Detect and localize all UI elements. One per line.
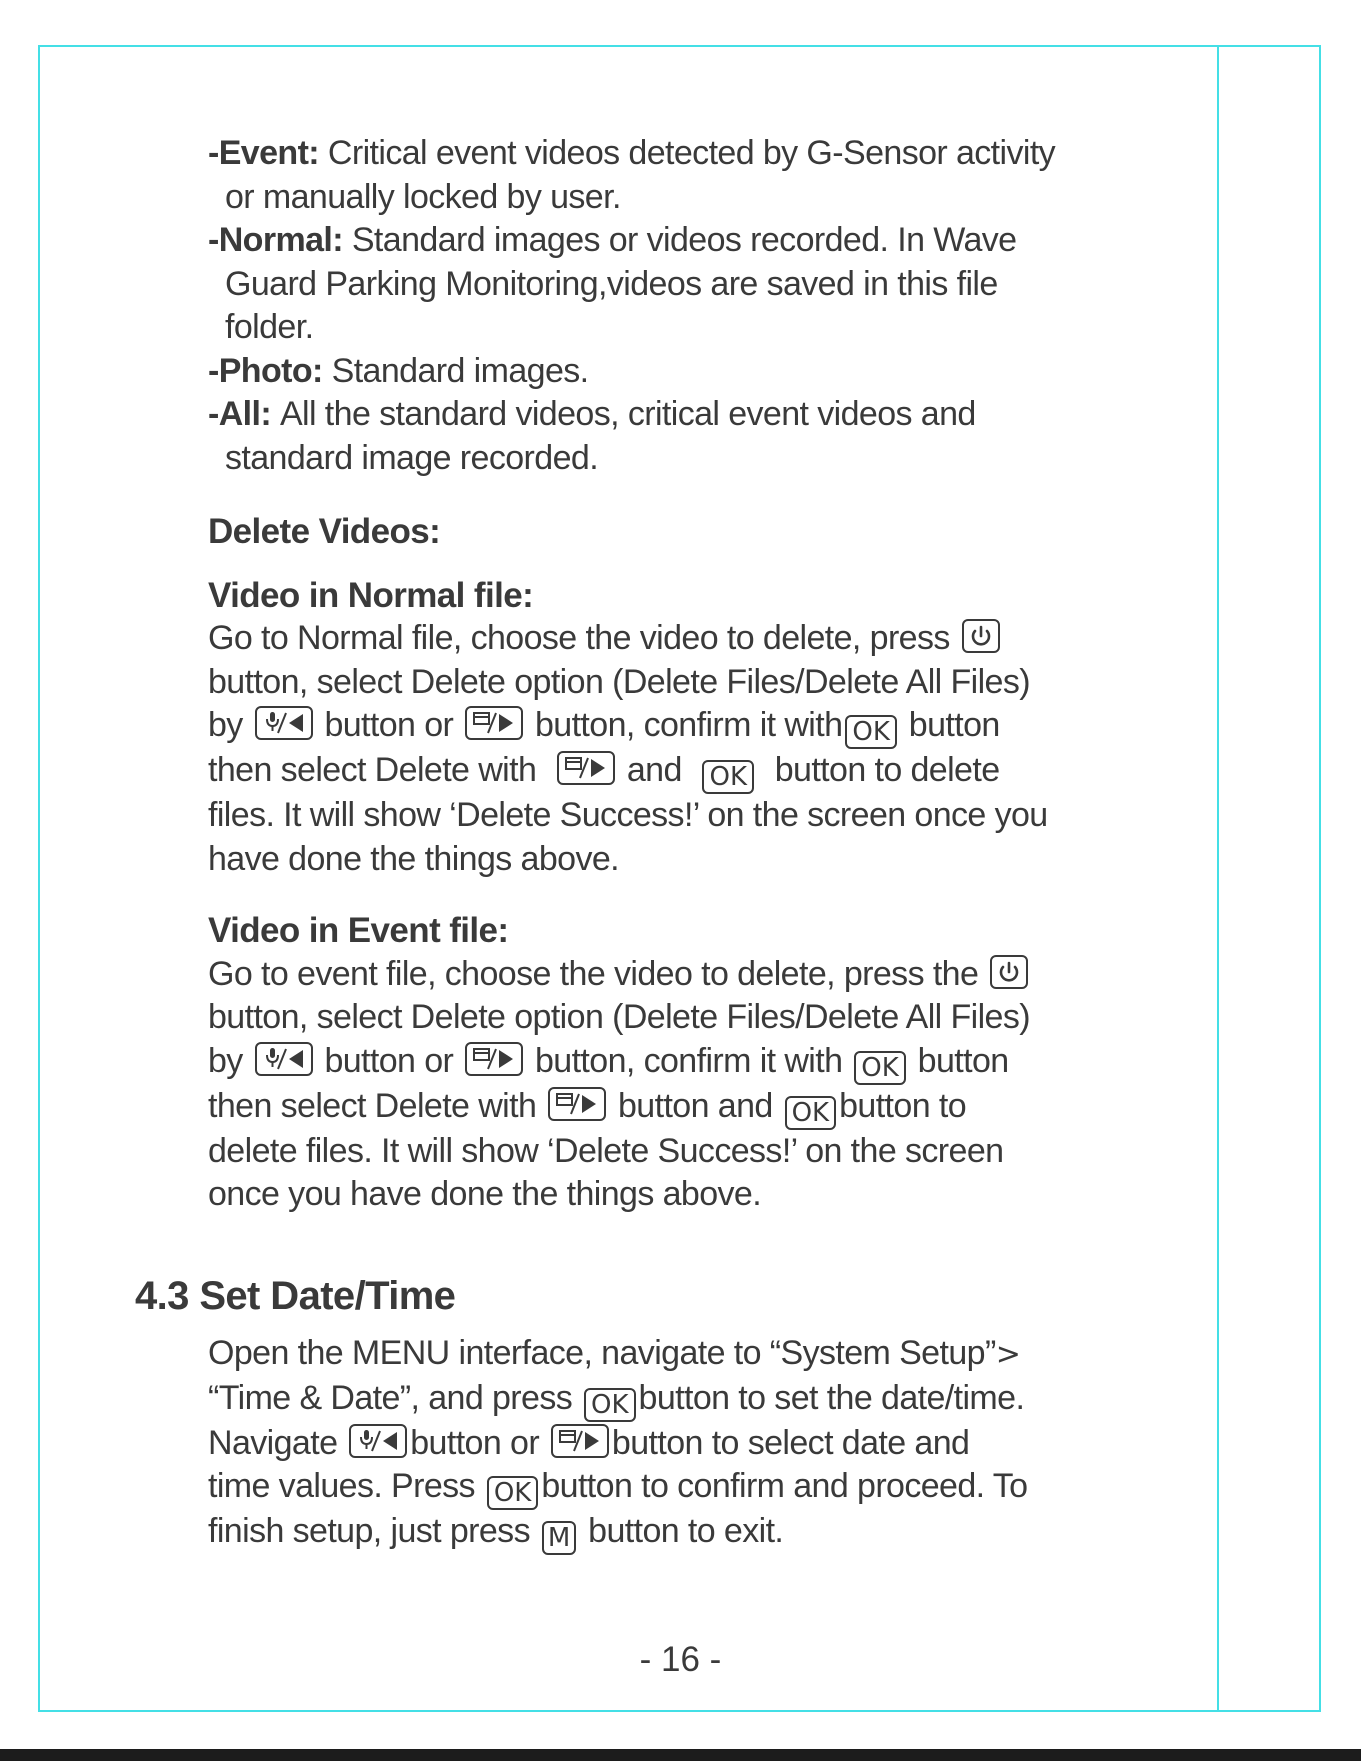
text: time values. Press <box>208 1467 475 1505</box>
mode-normal <box>208 219 1148 263</box>
text: button or <box>324 1041 454 1080</box>
power-button-icon <box>962 619 1000 653</box>
text: then select Delete with <box>208 751 537 789</box>
mode-text: Critical event videos detected by G-Sensor activity <box>327 134 1056 172</box>
ok-button-icon: OK <box>702 760 754 794</box>
paragraph-line: have done the things above. <box>208 839 620 878</box>
paragraph-line: files. It will show ‘Delete Success!’ on the screen once you <box>208 796 1048 834</box>
mode-term: -All: <box>208 395 272 433</box>
bottom-band <box>0 1749 1361 1761</box>
event-file-heading: Video in Event file: <box>208 911 509 950</box>
text: and <box>626 751 682 789</box>
chevron-right-glyph: > <box>995 1337 1021 1372</box>
text: button to set the date/time. <box>638 1378 1025 1417</box>
paragraph-line <box>208 1465 1148 1510</box>
paragraph-line: button, select Delete option (Delete Files/Delete All Files) <box>208 662 1030 701</box>
text: “Time & Date”, and press <box>208 1378 573 1417</box>
ok-button-icon: OK <box>845 715 897 749</box>
mic-left-button-icon <box>255 1042 313 1076</box>
page-number: - 16 - <box>639 1640 722 1679</box>
text: button or <box>324 706 454 744</box>
margin-line <box>1217 45 1219 1712</box>
mode-event <box>208 132 1148 176</box>
text: Go to Normal file, choose the video to delete, press <box>208 619 950 657</box>
screen-right-button-icon <box>465 1042 523 1076</box>
mic-left-button-icon <box>349 1424 407 1458</box>
text: Open the MENU interface, navigate to “System Setup” <box>208 1334 996 1372</box>
text: by <box>208 706 243 744</box>
mode-all <box>208 393 1148 437</box>
text: button, confirm it with <box>534 1041 843 1080</box>
paragraph-line <box>208 617 1148 661</box>
text: button, confirm it with <box>534 706 843 744</box>
mode-text: Guard Parking Monitoring,videos are saved in this file <box>225 264 998 303</box>
mode-photo <box>208 350 1148 394</box>
paragraph-line <box>208 704 1148 749</box>
text: button or <box>410 1423 540 1462</box>
text: button to confirm and proceed. To <box>541 1467 1028 1505</box>
text: by <box>208 1041 243 1080</box>
mode-term: -Photo: <box>208 351 323 390</box>
text: button to exit. <box>588 1512 784 1550</box>
paragraph-line: delete files. It will show ‘Delete Success!’ on the screen <box>208 1131 1004 1170</box>
mode-text: Standard images. <box>331 351 589 390</box>
text: button to delete <box>774 751 1000 789</box>
paragraph-line <box>208 1377 1148 1422</box>
text: Navigate <box>208 1423 338 1462</box>
screen-right-button-icon <box>551 1424 609 1458</box>
text: button <box>917 1041 1009 1080</box>
paragraph-line <box>208 1332 1148 1377</box>
mic-left-button-icon <box>255 706 313 740</box>
screen-right-button-icon <box>548 1087 606 1121</box>
text: button to <box>839 1086 967 1125</box>
paragraph-line <box>208 1422 1148 1466</box>
text: button to select date and <box>611 1423 970 1462</box>
mode-term: -Event: <box>208 134 320 172</box>
ok-button-icon: OK <box>584 1388 636 1422</box>
delete-videos-heading: Delete Videos: <box>208 512 441 551</box>
paragraph-line: once you have done the things above. <box>208 1175 762 1213</box>
mode-term: -Normal: <box>208 221 343 259</box>
mode-text: Standard images or videos recorded. In Wave <box>351 221 1017 259</box>
text: button and <box>618 1086 773 1125</box>
paragraph-line <box>208 1085 1148 1130</box>
text: finish setup, just press <box>208 1512 530 1550</box>
text: button <box>908 706 1000 744</box>
text: Go to event file, choose the video to delete, press the <box>208 954 979 993</box>
power-button-icon <box>990 955 1028 989</box>
screen-right-button-icon <box>465 706 523 740</box>
page-content <box>135 132 1148 1555</box>
section-heading-date-time: 4.3 Set Date/Time <box>135 1273 456 1318</box>
text: then select Delete with <box>208 1086 537 1125</box>
ok-button-icon: OK <box>487 1476 539 1510</box>
normal-file-heading: Video in Normal file: <box>208 575 534 615</box>
paragraph-line <box>208 953 1148 997</box>
ok-button-icon: OK <box>785 1096 837 1130</box>
mode-text: All the standard videos, critical event videos and <box>279 395 976 433</box>
mode-text: folder. <box>225 308 314 346</box>
menu-button-icon: M <box>542 1521 576 1555</box>
mode-text: standard image recorded. <box>225 438 599 477</box>
screen-right-button-icon <box>557 751 615 785</box>
paragraph-line <box>208 1510 1148 1555</box>
paragraph-line: button, select Delete option (Delete Files/Delete All Files) <box>208 998 1030 1036</box>
paragraph-line <box>208 749 1148 794</box>
mode-text: or manually locked by user. <box>225 177 621 216</box>
ok-button-icon: OK <box>854 1051 906 1085</box>
paragraph-line <box>208 1040 1148 1085</box>
